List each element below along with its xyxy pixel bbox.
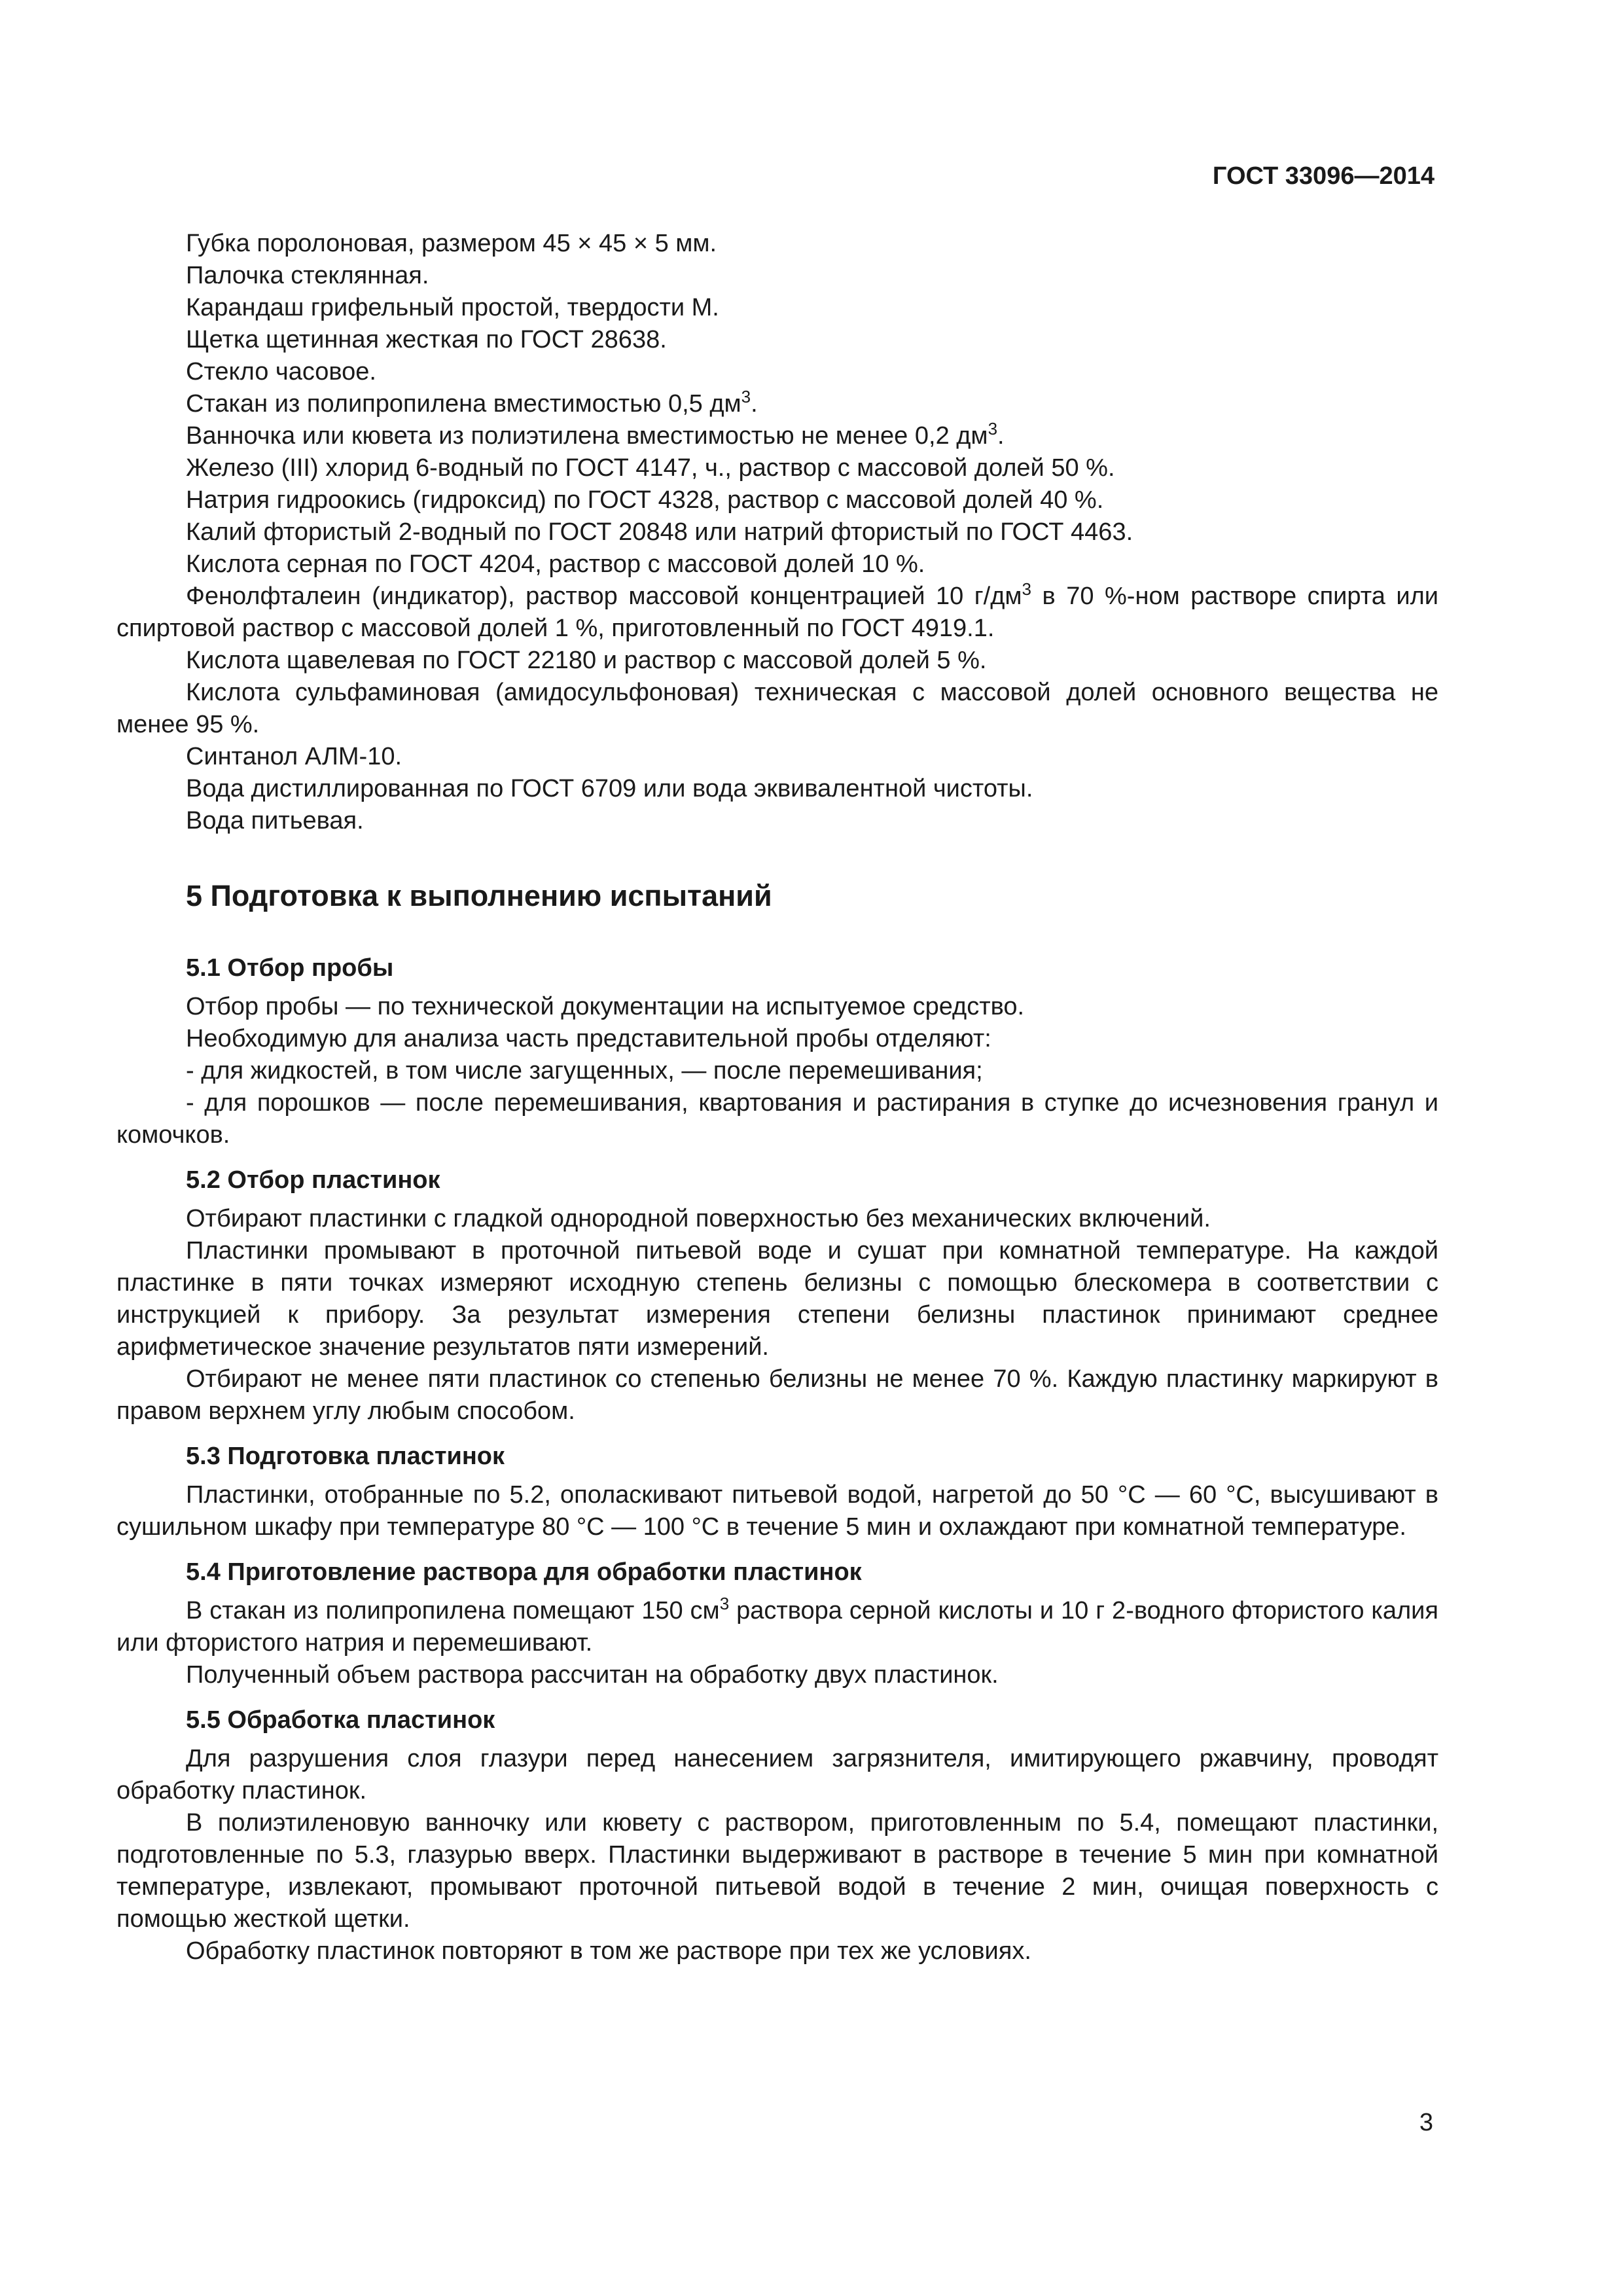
section-5-heading: 5 Подготовка к выполнению испытаний — [186, 879, 772, 912]
subsection-5-2-heading: 5.2 Отбор пластинок — [186, 1166, 440, 1194]
paragraph: Отбор пробы — по технической документации на испытуемое средство. — [186, 993, 1025, 1020]
material-item: Кислота щавелевая по ГОСТ 22180 и раствор с массовой долей 5 %. — [186, 647, 987, 674]
paragraph: Для разрушения слоя глазури перед нанесением загрязнителя, имитирующего ржавчину, проводят обработку пластинок. — [116, 1745, 1438, 1804]
material-item: Стакан из полипропилена вместимостью 0,5 $дм^3$. — [186, 387, 758, 418]
document-id: ГОСТ 33096—2014 — [1212, 162, 1435, 190]
material-item: Вода дистиллированная по ГОСТ 6709 или вода эквивалентной чистоты. — [186, 775, 1033, 802]
paragraph: Обработку пластинок повторяют в том же растворе при тех же условиях. — [186, 1937, 1031, 1965]
paragraph: В полиэтиленовую ванночку или кювету с раствором, приготовленным по 5.4, помещают пластинки, подготовленные по 5.3, глазурью вверх. Пластинки выдерживают в растворе в течение 5 мин при комнатной температуре, извлекают, промывают проточной питьевой водой в течение 2 мин, очищая поверхность с помощью жесткой щетки. — [116, 1809, 1438, 1933]
paragraph: Пластинки, отобранные по 5.2, ополаскивают питьевой водой, нагретой до 50 °С — 60 °С, высушивают в сушильном шкафу при температуре 80 °С — 100 °С в течение 5 мин и охлаждают при комнатной температуре. — [116, 1481, 1438, 1541]
material-item: Калий фтористый 2-водный по ГОСТ 20848 или натрий фтористый по ГОСТ 4463. — [186, 518, 1133, 546]
paragraph: Отбирают не менее пяти пластинок со степенью белизны не менее 70 %. Каждую пластинку маркируют в правом верхнем углу любым способом. — [116, 1365, 1438, 1425]
list-item: - для жидкостей, в том числе загущенных, — после перемешивания; — [186, 1057, 983, 1085]
material-item: Вода питьевая. — [186, 807, 364, 834]
paragraph: Необходимую для анализа часть представительной пробы отделяют: — [186, 1025, 991, 1052]
material-item: Щетка щетинная жесткая по ГОСТ 28638. — [186, 326, 667, 353]
paragraph: Пластинки промывают в проточной питьевой воде и сушат при комнатной температуре. На каждой пластинке в пяти точках измеряют исходную степень белизны с помощью блескомера в соответствии с инструкцией к прибору. За результат измерения степени белизны пластинок принимают среднее арифметическое значение результатов пяти измерений. — [116, 1237, 1438, 1361]
page-number: 3 — [1419, 2109, 1433, 2136]
subsection-5-1-heading: 5.1 Отбор пробы — [186, 954, 394, 982]
material-item: Ванночка или кювета из полиэтилена вместимостью не менее 0,2 $дм^3$. — [186, 419, 1005, 450]
material-item: Железо (III) хлорид 6-водный по ГОСТ 4147, ч., раствор с массовой долей 50 %. — [186, 454, 1115, 482]
material-item: Синтанол АЛМ-10. — [186, 743, 402, 770]
paragraph: Полученный объем раствора рассчитан на обработку двух пластинок. — [186, 1661, 999, 1689]
subsection-5-4-heading: 5.4 Приготовление раствора для обработки пластинок — [186, 1558, 862, 1586]
material-item: Натрия гидроокись (гидроксид) по ГОСТ 4328, раствор с массовой долей 40 %. — [186, 486, 1104, 514]
material-item: Палочка стеклянная. — [186, 262, 429, 289]
material-item: Карандаш грифельный простой, твердости М. — [186, 294, 719, 321]
material-item: Губка поролоновая, размером 45 × 45 × 5 мм. — [186, 230, 717, 257]
material-item: Фенолфталеин (индикатор), раствор массовой концентрацией 10 $г/дм^3$ в 70 %-ном растворе спирта или спиртовой раствор с массовой долей 1 %, приготовленный по ГОСТ 4919.1. — [116, 579, 1438, 642]
page-content — [116, 228, 1438, 1967]
paragraph: В стакан из полипропилена помещают 150 $см^3$ раствора серной кислоты и 10 г 2-водного фтористого калия или фтористого натрия и перемешивают. — [116, 1594, 1438, 1657]
material-item: Стекло часовое. — [186, 358, 376, 386]
material-item: Кислота серная по ГОСТ 4204, раствор с массовой долей 10 %. — [186, 550, 925, 578]
materials-list — [116, 228, 1438, 837]
paragraph: Отбирают пластинки с гладкой однородной поверхностью без механических включений. — [186, 1205, 1211, 1232]
list-item: - для порошков — после перемешивания, квартования и растирания в ступке до исчезновения гранул и комочков. — [116, 1089, 1438, 1149]
material-item: Кислота сульфаминовая (амидосульфоновая) техническая с массовой долей основного вещества не менее 95 %. — [116, 679, 1438, 738]
subsection-5-5-heading: 5.5 Обработка пластинок — [186, 1706, 495, 1734]
subsection-5-3-heading: 5.3 Подготовка пластинок — [186, 1443, 505, 1470]
